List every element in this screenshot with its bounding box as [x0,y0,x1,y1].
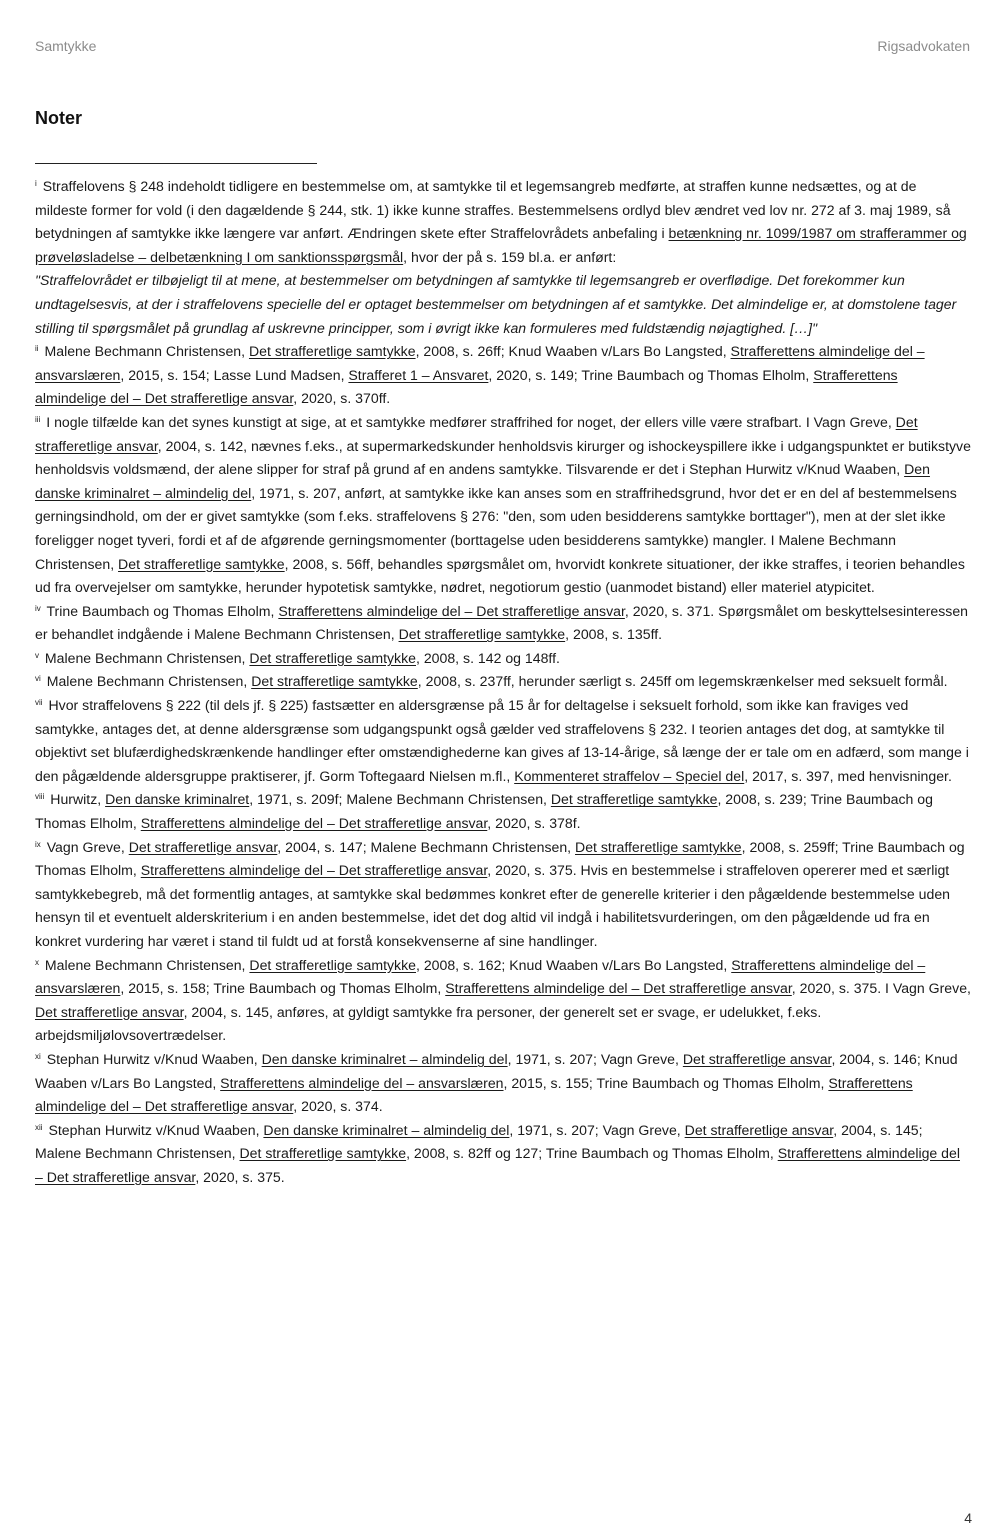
footnote-separator [35,163,317,164]
note-text: , 2015, s. 154; Lasse Lund Madsen, [120,366,349,383]
reference-link[interactable]: Det strafferetlige samtykke [239,1145,407,1162]
note-text: , 2020, s. 375. I Vagn Greve, [791,980,971,997]
note-iii [35,411,971,600]
note-text: , 2004, s. 146; Knud Waaben v/Lars Bo Langsted, [35,1050,958,1091]
reference-link[interactable]: Strafferettens almindelige del – ansvarslæren [35,343,925,383]
page-number: 4 [964,1510,972,1526]
reference-link[interactable]: Strafferettens almindelige del – Det strafferetlige ansvar [278,602,625,619]
note-text: , 2008, s. 135ff. [565,626,663,643]
note-xi [35,1048,971,1119]
reference-link[interactable]: Strafferettens almindelige del – Det strafferetlige ansvar [35,366,898,407]
reference-link[interactable]: Strafferettens almindelige del – ansvarslæren [220,1074,504,1091]
note-text: , 2020, s. 149; Trine Baumbach og Thomas Elholm, [488,366,814,383]
note-text: , 2004, s. 145; Malene Bechmann Christensen, [35,1121,923,1162]
note-text: , 2008, s. 237ff, herunder særligt s. 245ff om legemskrænkelser med seksuelt formål. [417,673,948,690]
reference-link[interactable]: Det strafferetlige samtykke [398,626,566,643]
note-text: Vagn Greve, [46,838,129,855]
note-text: Hvor straffelovens § 222 (til dels jf. § 225) fastsætter en aldersgrænse på 15 år for deltagelse i seksuelt forhold, som ikke kan fraviges ved samtykke, antages det, at denne aldersgrænse som udgangspunkt også gælder ved straffelovens § 232. I teorien antages det dog, at samtykke til objektivt set blufærdighedskrænkende handlinger efter omstændighederne kan gives af 13-14-årige, så længe der er tale om en adfærd, som mange i den pågældende aldersgruppe praktiserer, jf. Gorm Toftegaard Nielsen m.fl., [35,697,969,784]
reference-link[interactable]: Den danske kriminalret [105,791,250,808]
note-text: , 2004, s. 147; Malene Bechmann Christensen, [277,838,576,855]
note-text: Malene Bechmann Christensen, [46,673,252,690]
note-text: , 2008, s. 56ff, behandles spørgsmålet om, hvorvidt konkrete situationer, der ikke straffes, i teorien behandles ud fra overvejelser om samtykke, herunder hypotetisk samtykke, nødret, negotiorum gestio (uanmodet bistand) eller materiel atypicitet. [35,555,965,596]
note-x [35,954,971,1048]
note-viii [35,788,971,835]
note-v [35,647,971,671]
note-marker: ix [35,839,41,849]
note-text: , 2020, s. 378f. [487,815,581,832]
note-text: Malene Bechmann Christensen, [44,956,250,973]
note-marker: v [35,650,39,660]
note-marker: xii [35,1122,43,1132]
note-text: , 2008, s. 239; Trine Baumbach og Thomas Elholm, [35,791,933,832]
note-text: , 2020, s. 374. [293,1098,383,1115]
note-marker: ii [35,344,39,354]
page-header [35,38,970,60]
reference-link[interactable]: Det strafferetlige ansvar [128,838,278,855]
note-i [35,175,971,269]
reference-link[interactable]: Det strafferetlige samtykke [249,649,416,666]
note-text: , 2015, s. 158; Trine Baumbach og Thomas Elholm, [120,980,446,997]
reference-link[interactable]: Det strafferetlige samtykke [550,791,718,808]
note-marker: vii [35,698,43,708]
note-text: , 2008, s. 162; Knud Waaben v/Lars Bo Langsted, [416,956,732,973]
reference-link[interactable]: Strafferettens almindelige del – Det strafferetlige ansvar [445,980,792,997]
note-text: , 2015, s. 155; Trine Baumbach og Thomas Elholm, [503,1074,829,1091]
note-text: , 2008, s. 82ff og 127; Trine Baumbach og Thomas Elholm, [406,1145,778,1162]
reference-link[interactable]: Det strafferetlige samtykke [249,956,416,973]
notes-list [35,175,971,1190]
reference-link[interactable]: Strafferet 1 – Ansvaret [348,366,489,383]
reference-link[interactable]: Den danske kriminalret – almindelig del [261,1050,508,1067]
note-text: Malene Bechmann Christensen, [44,343,249,360]
reference-link[interactable]: Det strafferetlige ansvar [682,1050,832,1067]
section-title: Noter [35,108,83,128]
note-i-quote: "Straffelovrådet er tilbøjeligt til at mene, at bestemmelser om betydningen af samtykke til legemsangreb er overflødige. Det forekommer kun undtagelsesvis, at der i straffelovens specielle del er optaget bestemmelser om betydningen af et samtykke. Det almindelige er, at domstolene tager stilling til spørgsmålet på grundlag af uskrevne principper, som i øvrigt ikke kan formuleres med fuldstændig nøjagtighed. […]" [35,272,957,336]
note-text: Stephan Hurwitz v/Knud Waaben, [48,1121,264,1138]
reference-link[interactable]: Det strafferetlige samtykke [251,673,418,690]
header-left-title: Samtykke [35,38,97,54]
note-text: Malene Bechmann Christensen, [44,649,250,666]
note-text: Trine Baumbach og Thomas Elholm, [46,602,279,619]
reference-link[interactable]: Den danske kriminalret – almindelig del [263,1121,510,1138]
note-ix [35,836,971,954]
note-ii [35,340,971,411]
note-text: , 1971, s. 207; Vagn Greve, [507,1050,683,1067]
note-text: , 2008, s. 142 og 148ff. [416,649,560,666]
reference-link[interactable]: Kommenteret straffelov – Speciel del [514,767,745,784]
note-text: Straffelovens § 248 indeholdt tidligere en bestemmelse om, at samtykke til et legemsangreb medførte, at straffen kunne nedsættes, og at de mildeste former for vold (i den dagældende § 244, stk. 1) ikke kunne straffes. Bestemmelsens ordlyd blev ændret ved lov nr. 272 af 3. maj 1989, så betydningen af samtykke ikke længere var anført. Ændringen skete efter Straffelovrådets anbefaling i [35,178,951,242]
note-text: Stephan Hurwitz v/Knud Waaben, [46,1050,262,1067]
reference-link[interactable]: betænkning nr. 1099/1987 om strafferammer og prøveløsladelse – delbetænkning I om sanktionsspørgsmål [35,225,967,265]
note-text: , 2020, s. 371. Spørgsmålet om beskyttelsesinteressen er behandlet indgående i Malene Bechmann Christensen, [35,602,968,643]
note-text: , 2008, s. 26ff; Knud Waaben v/Lars Bo Langsted, [415,343,731,360]
note-xii [35,1119,971,1190]
note-text: , 1971, s. 207; Vagn Greve, [509,1121,685,1138]
note-marker: vi [35,674,41,684]
note-text: , 2008, s. 259ff; Trine Baumbach og Thomas Elholm, [35,838,965,879]
note-text: , 1971, s. 207, anført, at samtykke ikke kan anses som en straffrihedsgrund, hvor det er en del af bestemmelsens gerningsindhold, om der er givet samtykke (som f.eks. straffelovens § 276: "den, som uden besidderens samtykke borttager"), men at der slet ikke foreligger noget tyveri, fordi et af de afgørende gerningsmomenter (borttagelse uden besidderens samtykke) mangler. I Malene Bechmann Christensen, [35,484,957,572]
reference-link[interactable]: Det strafferetlige ansvar [35,1003,184,1020]
note-text: , 2020, s. 375. Hvis en bestemmelse i straffeloven opererer med et særligt samtykkebegreb, må det formentlig antages, at samtykke skal bedømmes konkret efter de generelle kriterier i den pågældende bestemmelse uden hensyn til et eventuelt alderskriterium i en anden bestemmelse, idet det dog altid vil indgå i habilitetsvurderingen, om den pågældende ud fra en konkret vurdering har været i stand til fuldt ud at forstå konsekvenserne af sine handlinger. [35,862,950,949]
note-marker: xi [35,1051,41,1061]
note-marker: i [35,179,37,188]
note-text: , 2020, s. 375. [195,1168,285,1185]
reference-link[interactable]: Det strafferetlige samtykke [575,838,742,855]
header-right-title: Rigsadvokaten [877,38,970,54]
reference-link[interactable]: Det strafferetlige ansvar [684,1121,834,1138]
note-text: , 2004, s. 142, nævnes f.eks., at supermarkedskunder henholdsvis kirurger og ishockeyspillere ikke i udgangspunktet er butikstyve henholdsvis voldsmænd, der alene slipper for straf på grund af en andens samtykke. Tilsvarende er det i Stephan Hurwitz v/Knud Waaben, [35,437,971,478]
reference-link[interactable]: Den danske kriminalret – almindelig del [35,461,930,501]
reference-link[interactable]: Strafferettens almindelige del – Det strafferetlige ansvar [140,862,488,879]
note-text: , hvor der på s. 159 bl.a. er anført: [403,248,617,265]
note-vii [35,694,971,788]
note-marker: iii [35,414,41,424]
reference-link[interactable]: Strafferettens almindelige del – ansvarslæren [35,956,926,997]
note-text: , 2017, s. 397, med henvisninger. [744,767,952,784]
note-text: , 2020, s. 370ff. [293,390,391,407]
note-text: , 1971, s. 209f; Malene Bechmann Christensen, [249,791,551,808]
reference-link[interactable]: Det strafferetlige ansvar [35,413,918,454]
note-text: Hurwitz, [50,791,106,808]
reference-link[interactable]: Strafferettens almindelige del – Det strafferetlige ansvar [140,815,488,832]
reference-link[interactable]: Det strafferetlige samtykke [118,555,285,572]
note-vi [35,670,971,694]
note-marker: viii [35,792,45,802]
reference-link[interactable]: Det strafferetlige samtykke [248,343,416,360]
reference-link[interactable]: Strafferettens almindelige del – Det strafferetlige ansvar [35,1145,960,1185]
note-text: , 2004, s. 145, anføres, at gyldigt samtykke fra personer, der generelt set er svage, er udelukket, f.eks. arbejdsmiljølovsovertrædelser. [35,1003,822,1044]
reference-link[interactable]: Strafferettens almindelige del – Det strafferetlige ansvar [35,1074,913,1115]
note-iv [35,600,971,647]
note-text: I nogle tilfælde kan det synes kunstigt at sige, at et samtykke medfører straffrihed for noget, der ellers ville være strafbart. I Vagn Greve, [46,413,896,430]
note-marker: iv [35,603,41,613]
note-marker: x [35,957,39,967]
